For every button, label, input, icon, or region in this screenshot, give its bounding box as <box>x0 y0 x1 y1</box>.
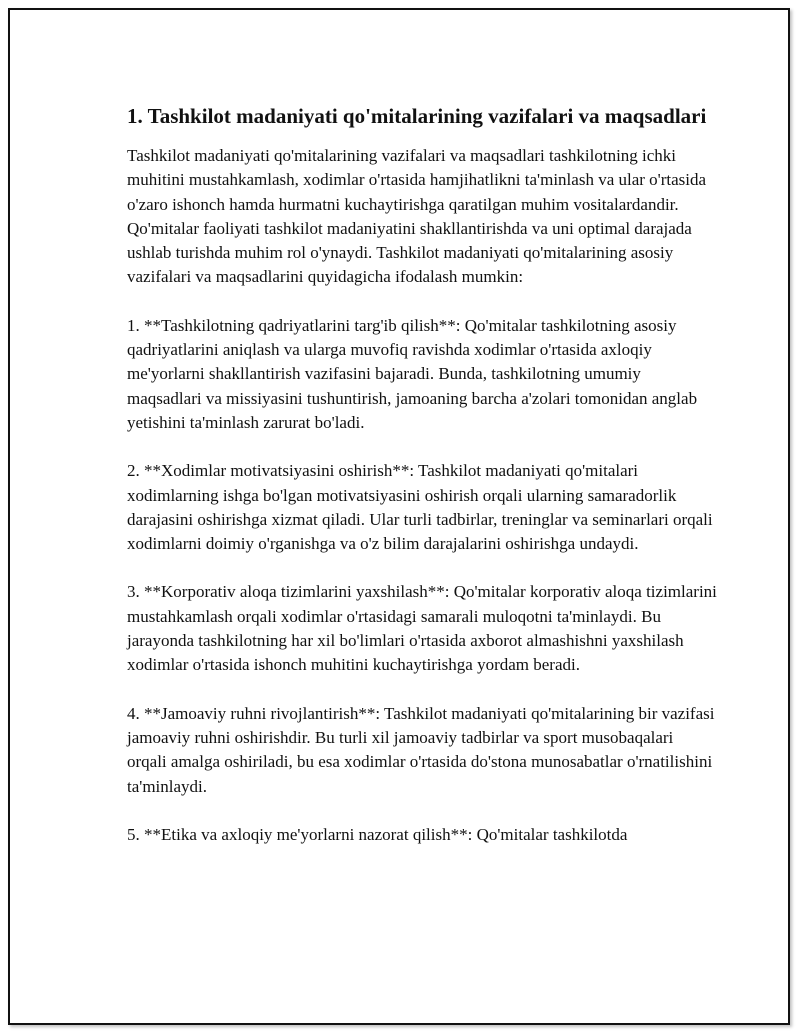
list-item-4: 4. **Jamoaviy ruhni rivojlantirish**: Tashkilot madaniyati qo'mitalarining bir vazifasi jamoaviy ruhni oshirishdir. Bu turli xil jamoaviy tadbirlar va sport musobaqalari orqali amalga oshiriladi, bu esa xodimlar o'rtasida do'stona munosabatlar o'rnatilishini ta'minlaydi. <box>127 703 715 796</box>
document-page <box>8 8 790 1025</box>
list-item-5: 5. **Etika va axloqiy me'yorlarni nazorat qilish**: Qo'mitalar tashkilotda <box>127 824 628 844</box>
list-item-1: 1. **Tashkilotning qadriyatlarini targ'ib qilish**: Qo'mitalar tashkilotning asosiy qadriyatlarini aniqlash va ularga muvofiq ravishda xodimlar o'rtasida axloqiy me'yorlarni shakllantirish vazifasini bajaradi. Bunda, tashkilotning umumiy maqsadlari va missiyasini tushuntirish, jamoaning barcha a'zolari tomonidan anglab yetishini ta'minlash zarurat bo'ladi. <box>127 315 698 432</box>
document-heading: 1. Tashkilot madaniyati qo'mitalarining vazifalari va maqsadlari <box>127 104 707 128</box>
intro-paragraph: Tashkilot madaniyati qo'mitalarining vazifalari va maqsadlari tashkilotning ichki muhitini mustahkamlash, xodimlar o'rtasida hamjihatlikni ta'minlash va ular o'rtasida o'zaro ishonch hamda hurmatni kuchaytirishga qaratilgan muhim vositalardandir. Qo'mitalar faoliyati tashkilot madaniyatini shakllantirishda va uni optimal darajada ushlab turishda muhim rol o'ynaydi. Tashkilot madaniyati qo'mitalarining asosiy vazifalari va maqsadlarini quyidagicha ifodalash mumkin: <box>127 146 707 287</box>
list-item-3: 3. **Korporativ aloqa tizimlarini yaxshilash**: Qo'mitalar korporativ aloqa tizimlarini mustahkamlash orqali xodimlar o'rtasidagi samarali muloqotni ta'minlaydi. Bu jarayonda tashkilotning har xil bo'limlari o'rtasida axborot almashishni yaxshilash xodimlar o'rtasida ishonch muhitini kuchaytirishga yordam beradi. <box>127 582 717 675</box>
list-item-2: 2. **Xodimlar motivatsiyasini oshirish**: Tashkilot madaniyati qo'mitalari xodimlarning ishga bo'lgan motivatsiyasini oshirish orqali ularning samaradorlik darajasini oshirishga xizmat qiladi. Ular turli tadbirlar, treninglar va seminarlari orqali xodimlarni doimiy o'rganishga va o'z bilim darajalarini oshirishga undaydi. <box>127 461 713 554</box>
document-body <box>127 102 717 871</box>
